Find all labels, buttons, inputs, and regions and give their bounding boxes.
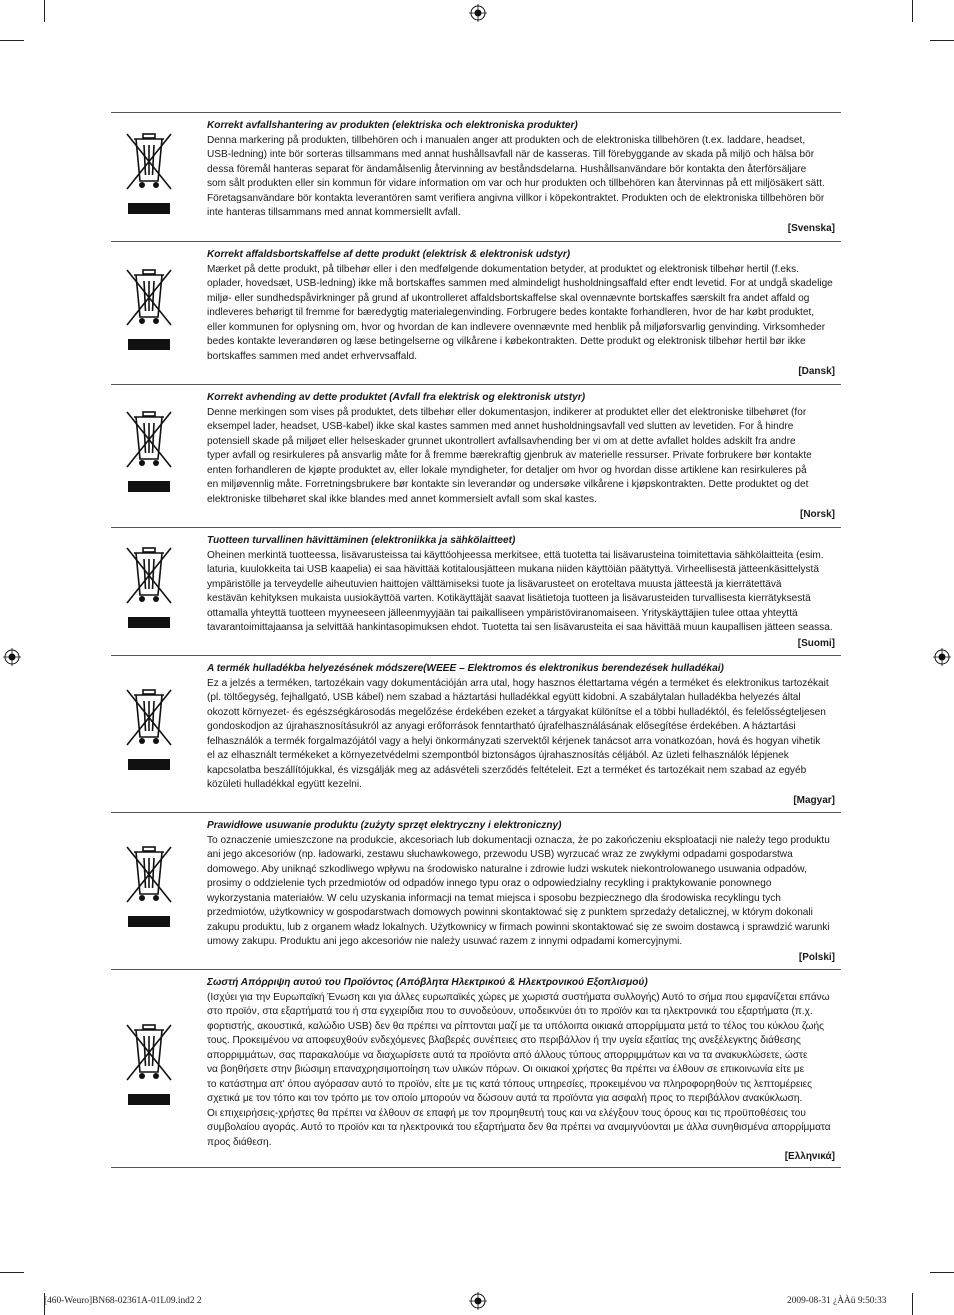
language-label: [Magyar]: [793, 795, 835, 806]
disposal-section-svenska: [111, 112, 841, 241]
black-bar: [128, 759, 170, 770]
disposal-section-polski: [111, 812, 841, 969]
black-bar: [128, 1094, 170, 1105]
section-title: A termék hulladékba helyezésének módszere(WEEE – Elektromos és elektronikus berendezések hulladékai): [207, 663, 724, 674]
black-bar: [128, 481, 170, 492]
section-title: Korrekt avfallshantering av produkten (elektriska och elektroniska produkter): [207, 120, 578, 131]
language-label: [Svenska]: [787, 223, 835, 234]
disposal-section-norsk: [111, 384, 841, 527]
section-title: Korrekt avhending av dette produktet (Avfall fra elektrisk og elektronisk utstyr): [207, 392, 586, 403]
section-text: Denne merkingen som vises på produktet, dets tilbehør eller dokumentasjon, indikerer at produktet eller det elektroniske tilbehøret (for eksempel lader, headset, USB-kabel) ikke skal kastes sammen med annet husholdningsavfall ved slutten av levetiden. For å hindre potensiell skade på miljøet eller helseskader grunnet ukontrollert avfallsavhending ber vi om at dette avfallet holdes adskilt fra andre typer avfall og resirkuleres på ansvarlig måte for å fremme bærekraftig gjenbruk av materielle ressurser. Private forbrukere bør kontakte enten forhandleren de kjøpte produktet av, eller lokale myndigheter, for detaljer om hvor og hvordan disse artiklene kan resirkuleres på en miljøvennlig måte. Forretningsbrukere bør kontakte sin leverandør og undersøke vilkårene i kjøpskontrakten. Dette produktet og det elektroniske tilbehøret skal ikke blandes med annet kommersielt avfall som skal kastes.: [207, 407, 812, 505]
crop-mark: [930, 1272, 954, 1273]
black-bar: [128, 339, 170, 350]
section-text: Ez a jelzés a terméken, tartozékain vagy dokumentációján arra utal, hogy hasznos élettartama végén a terméket és elektronikus tartozékait (pl. töltőegység, fejhallgató, USB kábel) nem szabad a háztartási hulladékkal együtt kidobni. A szabálytalan hulladékba helyezés által okozott környezet- és egészségkárosodás megelőzése érdekében ezeket a tárgyakat különítse el a többi hulladéktól, és felelősségteljesen gondoskodjon az újrahasznosításukról az anyagi erőforrások fenntartható újrafelhasználásának elősegítése érdekében. A háztartási felhasználók a termék forgalmazójától vagy a helyi önkormányzati szervektől kérjenek tanácsot arra vonatkozóan, hová és hogyan vihetik el az elhasznált termékeket a környezetvédelmi szempontból biztonságos újrahasznosítás céljából. Az üzleti felhasználók lépjenek kapcsolatba beszállítójukkal, és vizsgálják meg az adásvételi szerződés feltételeit. Ezt a terméket és tartozékait nem szabad az egyéb közületi hulladékkal együtt kezelni.: [207, 678, 829, 791]
black-bar: [128, 916, 170, 927]
section-content: [207, 113, 841, 221]
registration-mark-icon: [3, 648, 21, 666]
section-text: Oheinen merkintä tuotteessa, lisävarusteissa tai käyttöohjeessa merkitsee, että tuotetta tai lisävarusteina toimitettavia sähkölaitteita (esim. laturia, kuulokkeita tai USB kaapelia) ei saa hävittää kotitalousjätteen mukana niiden käyttöiän päätyttyä. Virheellisestä jätteenkäsittelystä ympäristölle ja terveydelle aiheutuvien haittojen välttämiseksi tuote ja lisävarusteet on eroteltava muusta jätteestä ja kierrätettävä kestävän kehityksen mukaista uusiokäyttöä varten. Kotikäyttäjät saavat lisätietoja tuotteen ja lisävarusteiden turvallisesta kierrätyksestä ottamalla yhteyttä tuotteen myyneeseen jälleenmyyjään tai paikalliseen ympäristöviranomaiseen. Yrityskäyttäjien tulee ottaa yhteyttä tavarantoimittajaansa ja selvittää hankintasopimuksen ehdot. Tuotetta tai sen lisävarusteita ei saa hävittää muun kaupallisen jätteen seassa.: [207, 550, 833, 634]
weee-crossed-bin-icon: [124, 409, 176, 492]
disposal-section-dansk: [111, 241, 841, 384]
crop-mark: [912, 1293, 913, 1315]
section-text: Mærket på dette produkt, på tilbehør eller i den medfølgende dokumentation betyder, at produktet og elektronisk tilbehør hertil (f.eks. oplader, hovedsæt, USB-ledning) ikke må bortskaffes sammen med almindeligt husholdningsaffald efter endt levetid. For at undgå skadelige miljø- eller sundhedspåvirkninger på grund af ukontrolleret affaldsbortskaffelse skal ovennævnte bortskaffes særskilt fra andet affald og indleveres behørigt til fremme for bæredygtig materialegenvinding. Forbrugere bedes kontakte forhandleren, hvor de har købt produktet, eller kommunen for oplysning om, hvor og hvordan de kan indlevere ovennævnte med henblik på miljøforsvarlig genvinding. Virksomheder bedes kontakte leverandøren og læse betingelserne og vilkårene i købekontrakten. Dette produkt og elektronisk tilbehør hertil bør ikke bortskaffes sammen med andet erhvervsaffald.: [207, 264, 833, 362]
disposal-section-ellinika: [111, 969, 841, 1168]
crop-mark: [44, 0, 45, 22]
crop-mark: [0, 40, 24, 41]
section-content: [207, 242, 841, 364]
disposal-section-suomi: [111, 527, 841, 655]
black-bar: [128, 617, 170, 628]
crop-mark: [0, 1272, 24, 1273]
registration-mark-icon: [933, 648, 951, 666]
registration-mark-icon: [469, 1292, 487, 1310]
black-bar: [128, 203, 170, 214]
disposal-sections: [111, 112, 841, 1168]
section-content: [207, 656, 841, 793]
weee-crossed-bin-icon: [124, 267, 176, 350]
weee-crossed-bin-icon: [124, 545, 176, 628]
weee-crossed-bin-icon: [124, 844, 176, 927]
weee-crossed-bin-icon: [124, 1022, 176, 1105]
language-label: [Suomi]: [797, 638, 835, 649]
section-text: Denna markering på produkten, tillbehören och i manualen anger att produkten och de elektroniska tillbehören (t.ex. laddare, headset, USB-ledning) inte bör sorteras tillsammans med annat hushållsavfall när de kasseras. Till förebyggande av skada på miljö och hälsa bör dessa föremål hanteras separat för ändamålsenlig återvinning av beståndsdelarna. Hushållsanvändare bör kontakta den återförsäljare som sålt produkten eller sin kommun för vidare information om var och hur produkten och tillbehören kan återvinnas på ett miljösäkert sätt. Företagsanvändare bör kontakta leverantören samt verifiera angivna villkor i köpekontraktet. Produkten och de elektroniska tillbehören bör inte hanteras tillsammans med annat kommersiellt avfall.: [207, 135, 825, 219]
section-content: [207, 385, 841, 507]
language-label: [Norsk]: [799, 509, 835, 520]
section-title: Korrekt affaldsbortskaffelse af dette produkt (elektrisk & elektronisk udstyr): [207, 249, 571, 260]
weee-crossed-bin-icon: [124, 131, 176, 214]
crop-mark: [930, 40, 954, 41]
weee-crossed-bin-icon: [124, 687, 176, 770]
section-title: Σωστή Απόρριψη αυτού του Προϊόντος (Απόβλητα Ηλεκτρικού & Ηλεκτρονικού Εξοπλισμού): [207, 977, 648, 988]
disposal-section-magyar: [111, 655, 841, 812]
section-content: [207, 813, 841, 950]
registration-mark-icon: [469, 4, 487, 22]
section-content: [207, 970, 841, 1150]
footer-timestamp: 2009-08-31 ¿ÀÀü 9:50:33: [787, 1296, 887, 1306]
section-title: Prawidłowe usuwanie produktu (zużyty sprzęt elektryczny i elektroniczny): [207, 820, 562, 831]
language-label: [Ελληνικά]: [784, 1151, 835, 1162]
section-text: (Ισχύει για την Ευρωπαϊκή Ένωση και για άλλες ευρωπαϊκές χώρες με χωριστά συστήματα συλλογής) Αυτό το σήμα που εμφανίζεται επάνω στο προϊόν, στα εξαρτήματά του ή στα εγχειρίδια που το συνοδεύουν, υποδεικνύει ότι το προϊόν και τα ηλεκτρονικά του εξαρτήματα (π.χ. φορτιστής, ακουστικά, καλώδιο USB) δεν θα πρέπει να ρίπτονται μαζί με τα υπόλοιπα οικιακά απορρίμματα μετά το τέλος του κύκλου ζωής τους. Προκειμένου να αποφευχθούν ενδεχόμενες βλαβερές συνέπειες στο περιβάλλον ή την υγεία εξαιτίας της ανεξέλεγκτης διάθεσης απορριμμάτων, σας παρακαλούμε να διαχωρίσετε αυτά τα προϊόντα από άλλους τύπους απορριμμάτων και να τα ανακυκλώσετε, ώστε να βοηθήσετε στην βιώσιμη επαναχρησιμοποίηση των υλικών πόρων. Οι οικιακοί χρήστες θα πρέπει να έλθουν σε επικοινωνία είτε με το κατάστημα απ' όπου αγόρασαν αυτό το προϊόν, είτε με τις κατά τόπους υπηρεσίες, προκειμένου να πληροφορηθούν τις λεπτομέρειες σχετικά με τον τόπο και τον τρόπο με τον οποίο μπορούν να δώσουν αυτά τα προϊόντα για ασφαλή προς το περιβάλλον ανακύκλωση. Οι επιχειρήσεις-χρήστες θα πρέπει να έλθουν σε επαφή με τον προμηθευτή τους και να ελέγξουν τους όρους και τις προϋποθέσεις του συμβολαίου αγοράς. Αυτό το προϊόν και τα ηλεκτρονικά του εξαρτήματα δεν θα πρέπει να αναμιγνύονται με άλλα συνηθισμένα απορρίμματα προς διάθεση.: [207, 992, 831, 1148]
language-label: [Polski]: [798, 952, 835, 963]
section-text: To oznaczenie umieszczone na produkcie, akcesoriach lub dokumentacji oznacza, że po zakończeniu eksploatacji nie należy tego produktu ani jego akcesoriów (np. ładowarki, zestawu słuchawkowego, przewodu USB) wyrzucać wraz ze zwykłymi odpadami gospodarstwa domowego. Aby uniknąć szkodliwego wpływu na środowisko naturalne i zdrowie ludzi wskutek niekontrolowanego usuwania odpadów, prosimy o oddzielenie tych przedmiotów od odpadów innego typu oraz o odpowiedzialny recykling i praktykowanie ponownego wykorzystania materiałów. W celu uzyskania informacji na temat miejsca i sposobu bezpiecznego dla środowiska recyklingu tych przedmiotów, użytkownicy w gospodarstwach domowych powinni skontaktować się z punktem sprzedaży detalicznej, w którym dokonali zakupu produktu, lub z organem władz lokalnych. Użytkownicy w firmach powinni skontaktować się ze swoim dostawcą i sprawdzić warunki umowy zakupu. Produktu ani jego akcesoriów nie należy usuwać razem z innymi odpadami komercyjnymi.: [207, 835, 830, 948]
crop-mark: [912, 0, 913, 22]
language-label: [Dansk]: [798, 366, 835, 377]
section-title: Tuotteen turvallinen hävittäminen (elektroniikka ja sähkölaitteet): [207, 535, 516, 546]
footer-file-info: [460-Weuro]BN68-02361A-01L09.ind2 2: [44, 1296, 202, 1306]
section-content: [207, 528, 841, 636]
